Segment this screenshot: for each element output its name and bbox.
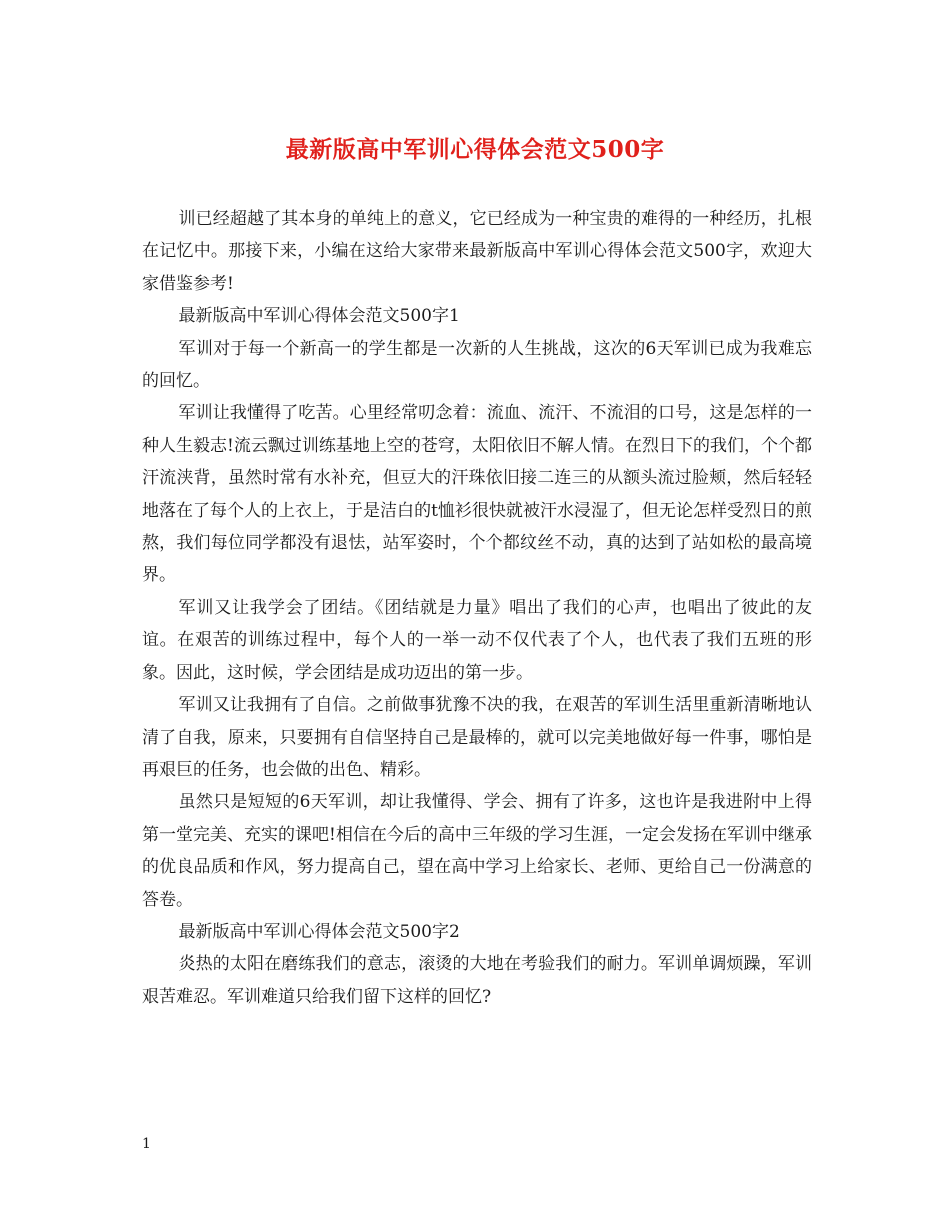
paragraph-intro: 训已经超越了其本身的单纯上的意义，它已经成为一种宝贵的难得的一种经历，扎根在记忆中。那接下来，小编在这给大家带来最新版高中军训心得体会范文500字，欢迎大家借鉴参考! (142, 209, 812, 294)
paragraph: 军训又让我拥有了自信。之前做事犹豫不决的我，在艰苦的军训生活里重新清晰地认清了自我，原来，只要拥有自信坚持自己是最棒的，就可以完美地做好每一件事，哪怕是再艰巨的任务，也会做的出色、精彩。 (142, 695, 812, 780)
document-body (142, 203, 812, 1013)
paragraph: 军训又让我学会了团结。《团结就是力量》唱出了我们的心声，也唱出了彼此的友谊。在艰苦的训练过程中，每个人的一举一动不仅代表了个人，也代表了我们五班的形象。因此，这时候，学会团结是成功迈出的第一步。 (142, 597, 812, 683)
paragraph: 军训让我懂得了吃苦。心里经常叨念着：流血、流汗、不流泪的口号，这是怎样的一种人生毅志!流云飘过训练基地上空的苍穹，太阳依旧不解人情。在烈日下的我们，个个都汗流浃背，虽然时常有水补充，但豆大的汗珠依旧接二连三的从额头流过脸颊，然后轻轻地落在了每个人的上衣上，于是洁白的t恤衫很快就被汗水浸湿了，但无论怎样受烈日的煎熬，我们每位同学都没有退怯，站军姿时，个个都纹丝不动，真的达到了站如松的最高境界。 (142, 403, 812, 586)
section-heading-2: 最新版高中军训心得体会范文500字2 (178, 921, 460, 942)
document-title: 最新版高中军训心得体会范文500字 (285, 136, 665, 163)
paragraph: 虽然只是短短的6天军训，却让我懂得、学会、拥有了许多，这也许是我进附中上得第一堂完美、充实的课吧!相信在今后的高中三年级的学习生涯，一定会发扬在军训中继承的优良品质和作风，努力提高自己，望在高中学习上给家长、老师、更给自己一份满意的答卷。 (142, 792, 812, 910)
page-number: 1 (142, 1136, 151, 1152)
paragraph: 炎热的太阳在磨练我们的意志，滚烫的大地在考验我们的耐力。军训单调烦躁，军训艰苦难忍。军训难道只给我们留下这样的回忆? (142, 954, 812, 1007)
paragraph: 军训对于每一个新高一的学生都是一次新的人生挑战，这次的6天军训已成为我难忘的回忆。 (142, 338, 812, 392)
section-heading-1: 最新版高中军训心得体会范文500字1 (178, 306, 460, 327)
